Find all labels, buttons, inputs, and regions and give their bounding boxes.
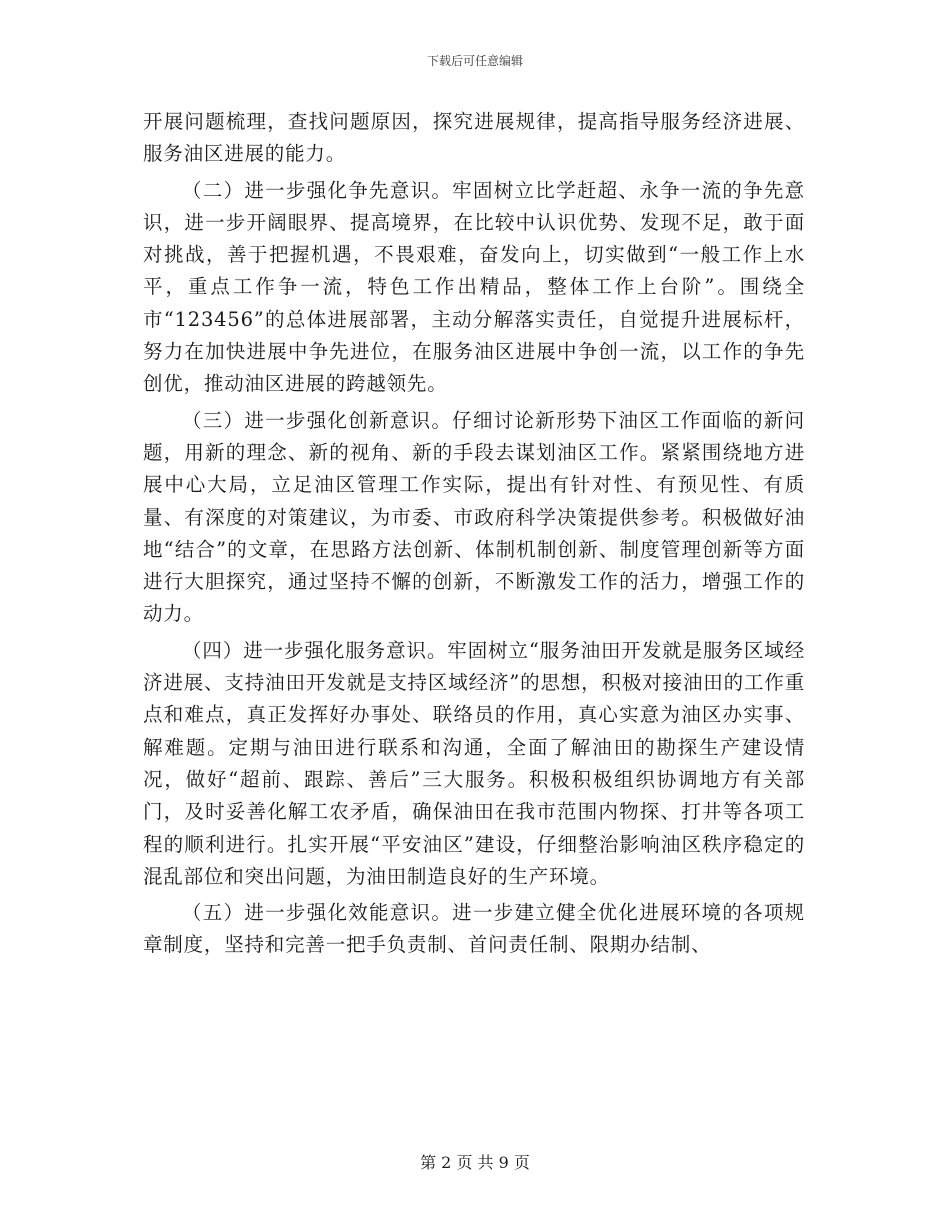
page-header: 下载后可任意编辑 bbox=[426, 54, 523, 68]
paragraph-innovation-awareness: （三）进一步强化创新意识。仔细讨论新形势下油区工作面临的新问题，用新的理念、新的视角、新的手段去谋划油区工作。紧紧围绕地方进展中心大局，立足油区管理工作实际，提出有针对性、有预见性、有质量、有深度的对策建议，为市委、市政府科学决策提供参考。积极做好油地“结合”的文章，在思路方法创新、体制机制创新、制度管理创新等方面进行大胆探究，通过坚持不懈的创新，不断激发工作的活力，增强工作的动力。 bbox=[143, 408, 805, 626]
paragraph-service-awareness: （四）进一步强化服务意识。牢固树立“服务油田开发就是服务区域经济进展、支持油田开发就是支持区域经济”的思想，积极对接油田的工作重点和难点，真正发挥好办事处、联络员的作用，真心实意为油区办实事、解难题。定期与油田进行联系和沟通，全面了解油田的勘探生产建设情况，做好“超前、跟踪、善后”三大服务。积极积极组织协调地方有关部门，及时妥善化解工农矛盾，确保油田在我市范围内物探、打井等各项工程的顺利进行。扎实开展“平安油区”建设，仔细整治影响油区秩序稳定的混乱部位和突出问题，为油田制造良好的生产环境。 bbox=[143, 638, 805, 888]
document-body bbox=[143, 106, 805, 962]
paragraph-continuation: 开展问题梳理，查找问题原因，探究进展规律，提高指导服务经济进展、服务油区进展的能力。 bbox=[143, 110, 805, 166]
paragraph-competition-awareness: （二）进一步强化争先意识。牢固树立比学赶超、永争一流的争先意识，进一步开阔眼界、提高境界，在比较中认识优势、发现不足，敢于面对挑战，善于把握机遇，不畏艰难，奋发向上，切实做到“一般工作上水平，重点工作争一流，特色工作出精品，整体工作上台阶”。围绕全市“123456”的总体进展部署，主动分解落实责任，自觉提升进展标杆，努力在加快进展中争先进位，在服务油区进展中争创一流，以工作的争先创优，推动油区进展的跨越领先。 bbox=[143, 178, 805, 396]
page-number-footer: 第 2 页 共 9 页 bbox=[420, 1153, 530, 1172]
paragraph-efficiency-awareness: （五）进一步强化效能意识。进一步建立健全优化进展环境的各项规章制度，坚持和完善一把手负责制、首问责任制、限期办结制、 bbox=[143, 901, 805, 957]
